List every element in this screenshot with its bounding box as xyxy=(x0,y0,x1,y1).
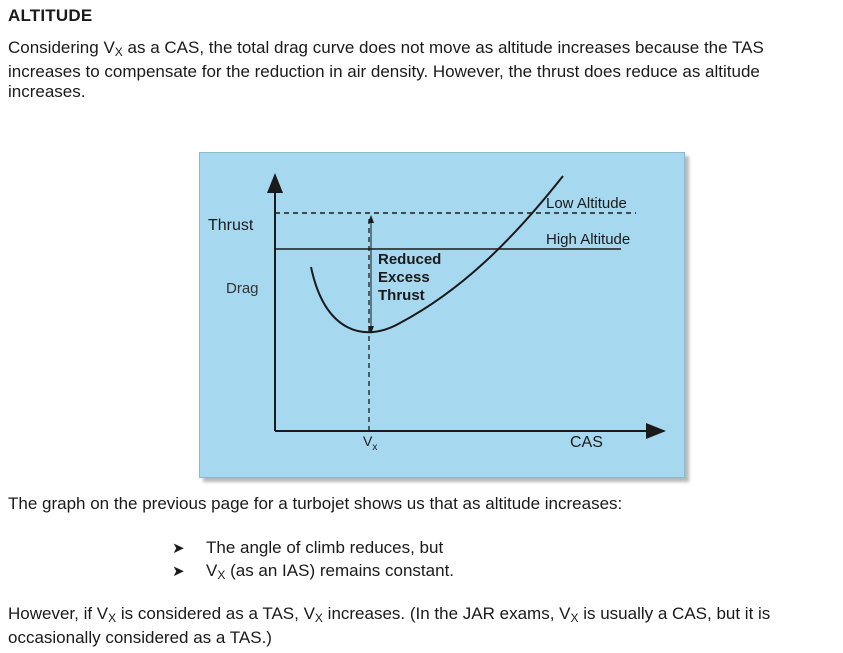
drag-label: Drag xyxy=(226,280,259,297)
arrow-bullet-icon: ➤ xyxy=(172,563,185,580)
closing-paragraph: However, if $V_X$ is considered as a TAS, $V_X$ increases. (In the JAR exams, $V_X$ is usually a CAS, but it is occasionally considered as a TAS.) xyxy=(8,604,771,647)
bullet-list xyxy=(172,537,454,586)
thrust-drag-diagram xyxy=(199,152,685,478)
arrow-bullet-icon: ➤ xyxy=(172,540,185,557)
list-item: ➤ $V_X$ (as an IAS) remains constant. xyxy=(172,561,455,582)
cas-axis-label: CAS xyxy=(570,434,603,451)
list-item: ➤ The angle of climb reduces, but xyxy=(172,537,454,560)
high-altitude-label: High Altitude xyxy=(546,231,631,248)
after-graph-text: The graph on the previous page for a turbojet shows us that as altitude increases: xyxy=(8,494,623,513)
reduced-excess-thrust-label: Reduced Excess Thrust xyxy=(378,251,442,304)
thrust-label: Thrust xyxy=(208,217,254,234)
intro-paragraph: Considering $V_X$ as a CAS, the total drag curve does not move as altitude increases because the TAS increases to compensate for the reduction in air density. However, the thrust does reduce as altitude increases. xyxy=(8,38,764,101)
vx-axis-label: $V_x$ xyxy=(363,433,378,453)
section-heading: ALTITUDE xyxy=(8,6,93,25)
low-altitude-label: Low Altitude xyxy=(546,195,627,212)
